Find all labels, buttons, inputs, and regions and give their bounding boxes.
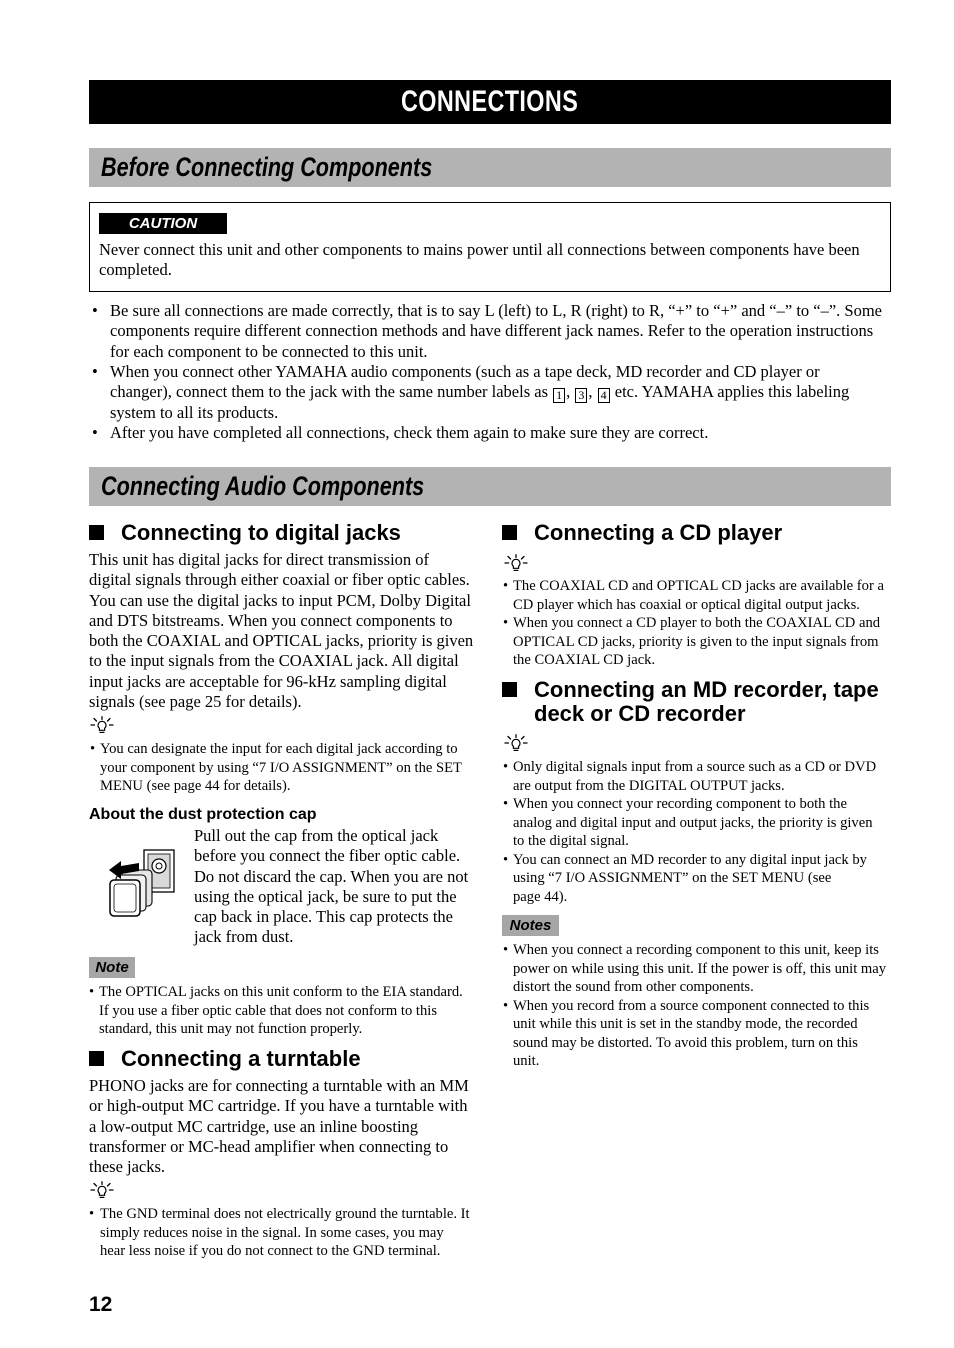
chapter-title: CONNECTIONS [401,85,579,118]
text-line: You can designate the input for each digital jack according to [100,741,458,757]
text-line: This unit has digital jacks for direct transmission of [89,550,430,569]
square-bullet-icon [502,682,517,697]
dust-cap-illustration [106,848,176,918]
text-line: Be sure all connections are made correctly, that is to say L (left) to L, R (right) to R, “+” to “+” and “–” to “–”. Some [110,301,883,320]
text-line: before you connect the fiber optic cable. [194,846,461,866]
text-span: etc. YAMAHA applies this labeling [610,382,850,402]
section-bar-audio-components [89,467,891,506]
text-line: When you connect a CD player to both the COAXIAL CD and [513,615,881,631]
text-line: both the COAXIAL and OPTICAL jacks, priority is given [89,631,474,651]
text-line: The GND terminal does not electrically ground the turntable. It [100,1206,470,1222]
text-line: When you connect your recording component to both the [513,796,847,812]
list-item [89,362,891,424]
bullet-glyph: • [503,578,509,594]
text-line: OPTICAL CD jacks, priority is given to the input signals from [513,633,879,650]
text-line: components require different connection methods and have different jack names. Refer to the operation instructions [110,321,874,341]
text-line: completed. [99,260,172,280]
text-line-with-labels [110,382,891,403]
text-line: Never connect this unit and other components to mains power until all connections between components have been [99,240,860,259]
note-label: Note [89,957,135,978]
md-recorder-tips [502,758,876,906]
text-line: power on while using this unit. If the power is off, this unit may [513,960,887,977]
subsection-heading-md-recorder [534,678,879,726]
number-label-box: 1 [553,388,565,403]
list-item [89,423,891,443]
text-span: , [566,382,575,402]
bullet-glyph: • [92,361,98,381]
text-line: using “7 I/O ASSIGNMENT” on the SET MENU (see [513,870,832,886]
subsection-heading-cd-player: Connecting a CD player [534,520,783,545]
text-line: MENU (see page 44 for details). [100,778,291,794]
section-title: Connecting Audio Components [101,471,425,501]
list-item [502,997,886,1071]
bullet-glyph: • [90,741,96,757]
text-line: When you connect a recording component to this unit, keep its [513,942,879,958]
tip-lightbulb-icon [503,554,529,572]
text-line: standard, this unit may not function properly. [99,1021,363,1037]
text-line: for each component to be connected to this unit. [110,341,428,361]
square-bullet-icon [502,525,517,540]
text-line: to the input signals from the COAXIAL jack. All digital [89,651,459,671]
text-line: transformer or MC-head amplifier when connecting to [89,1136,449,1156]
dust-cap-text [194,826,468,948]
list-item [89,1205,470,1261]
bullet-glyph: • [89,984,95,1000]
list-item [502,795,876,851]
text-line: Pull out the cap from the optical jack [194,826,439,845]
digital-jacks-tip [89,740,462,796]
bullet-glyph: • [503,942,509,958]
text-line: CD player which has coaxial or optical digital output jacks. [513,596,860,613]
text-line: digital signals through either coaxial or fiber optic cables. [89,570,470,590]
subsection-heading-digital-jacks: Connecting to digital jacks [121,520,401,545]
text-span: changer), connect them to the jack with the same number labels as [110,382,553,402]
text-line: Only digital signals input from a source such as a CD or DVD [513,759,877,775]
digital-jacks-paragraph [89,550,473,712]
md-recorder-notes [502,941,886,1071]
notes-label: Notes [502,915,559,936]
page-number: 12 [89,1293,113,1316]
dust-cap-heading: About the dust protection cap [89,806,317,823]
list-item [89,301,891,362]
bullet-glyph: • [503,759,509,775]
text-line: and DTS bitstreams. When you connect components to [89,610,453,630]
tip-lightbulb-icon [89,1181,115,1199]
list-item [89,983,463,1039]
section-bar-before-connecting [89,148,891,187]
turntable-paragraph [89,1076,469,1177]
text-line: sound may be distorted. To avoid this problem, turn on this [513,1034,858,1051]
text-line: unit. [513,1053,540,1069]
text-line: system to all its products. [110,403,279,423]
text-line: When you connect other YAMAHA audio components (such as a tape deck, MD recorder and CD player or [110,361,820,381]
turntable-tip [89,1205,470,1261]
bullet-glyph: • [503,851,509,868]
text-span: , [588,382,597,402]
cd-player-tips [502,577,884,670]
list-item [502,851,876,907]
bullet-glyph: • [503,615,509,631]
note-text [89,983,463,1039]
number-label-box: 4 [598,388,610,403]
text-line: a low-output MC cartridge, use an inline boosting [89,1116,419,1136]
text-line: cap back in place. This cap protects the [194,907,454,927]
text-line: distort the sound from other components. [513,979,754,995]
list-item [502,614,884,670]
text-line: You can connect an MD recorder to any digital input jack by [513,851,867,868]
text-line: hear less noise if you do not connect to the GND terminal. [100,1243,441,1259]
text-line: The OPTICAL jacks on this unit conform to the EIA standard. [99,984,463,1000]
text-line: unit while this unit is set in the standby mode, the recorded [513,1016,858,1032]
section-title: Before Connecting Components [101,152,433,182]
caution-label: CAUTION [99,213,227,234]
bullet-glyph: • [92,301,98,320]
text-line: signals (see page 25 for details). [89,692,302,712]
text-line: using the optical jack, be sure to put the [194,886,457,906]
before-bullet-list [89,301,891,444]
text-line: When you record from a source component connected to this [513,997,870,1014]
number-label-box: 3 [575,388,587,403]
text-line: your component by using “7 I/O ASSIGNMENT” on the SET [100,759,462,776]
heading-line: deck or CD recorder [534,701,746,726]
text-line: or high-output MC cartridge. If you have a turntable with [89,1096,468,1116]
bullet-glyph: • [89,1206,95,1222]
text-line: analog and digital input and output jacks, the priority is given [513,814,873,831]
square-bullet-icon [89,525,104,540]
text-line: The COAXIAL CD and OPTICAL CD jacks are available for a [513,578,884,594]
list-item [502,941,886,997]
heading-line: Connecting an MD recorder, tape [534,677,879,702]
caution-text [99,240,860,281]
text-line: Do not discard the cap. When you are not [194,866,469,886]
list-item [89,740,462,796]
square-bullet-icon [89,1051,104,1066]
text-line: to the digital signal. [513,833,629,849]
text-line: If you use a fiber optic cable that does not conform to this [99,1002,437,1019]
list-item [502,758,876,795]
text-line: simply reduces noise in the signal. In some cases, you may [100,1224,444,1241]
bullet-glyph: • [92,423,98,443]
text-line: After you have completed all connections, check them again to make sure they are correct. [110,423,709,443]
text-line: page 44). [513,888,568,905]
caution-box [89,202,891,292]
text-line: jack from dust. [194,927,294,947]
list-item [502,577,884,614]
text-line: PHONO jacks are for connecting a turntable with an MM [89,1076,469,1095]
tip-lightbulb-icon [503,734,529,752]
text-line: these jacks. [89,1157,166,1177]
subsection-heading-turntable: Connecting a turntable [121,1046,361,1071]
bullet-glyph: • [503,997,509,1014]
text-line: You can use the digital jacks to input PCM, Dolby Digital [89,590,471,610]
chapter-title-bar [89,80,891,124]
bullet-glyph: • [503,796,509,812]
tip-lightbulb-icon [89,716,115,734]
text-line: input jacks are acceptable for 96-kHz sampling digital [89,671,447,691]
text-line: are output from the DIGITAL OUTPUT jacks. [513,777,785,794]
text-line: the COAXIAL CD jack. [513,652,656,668]
